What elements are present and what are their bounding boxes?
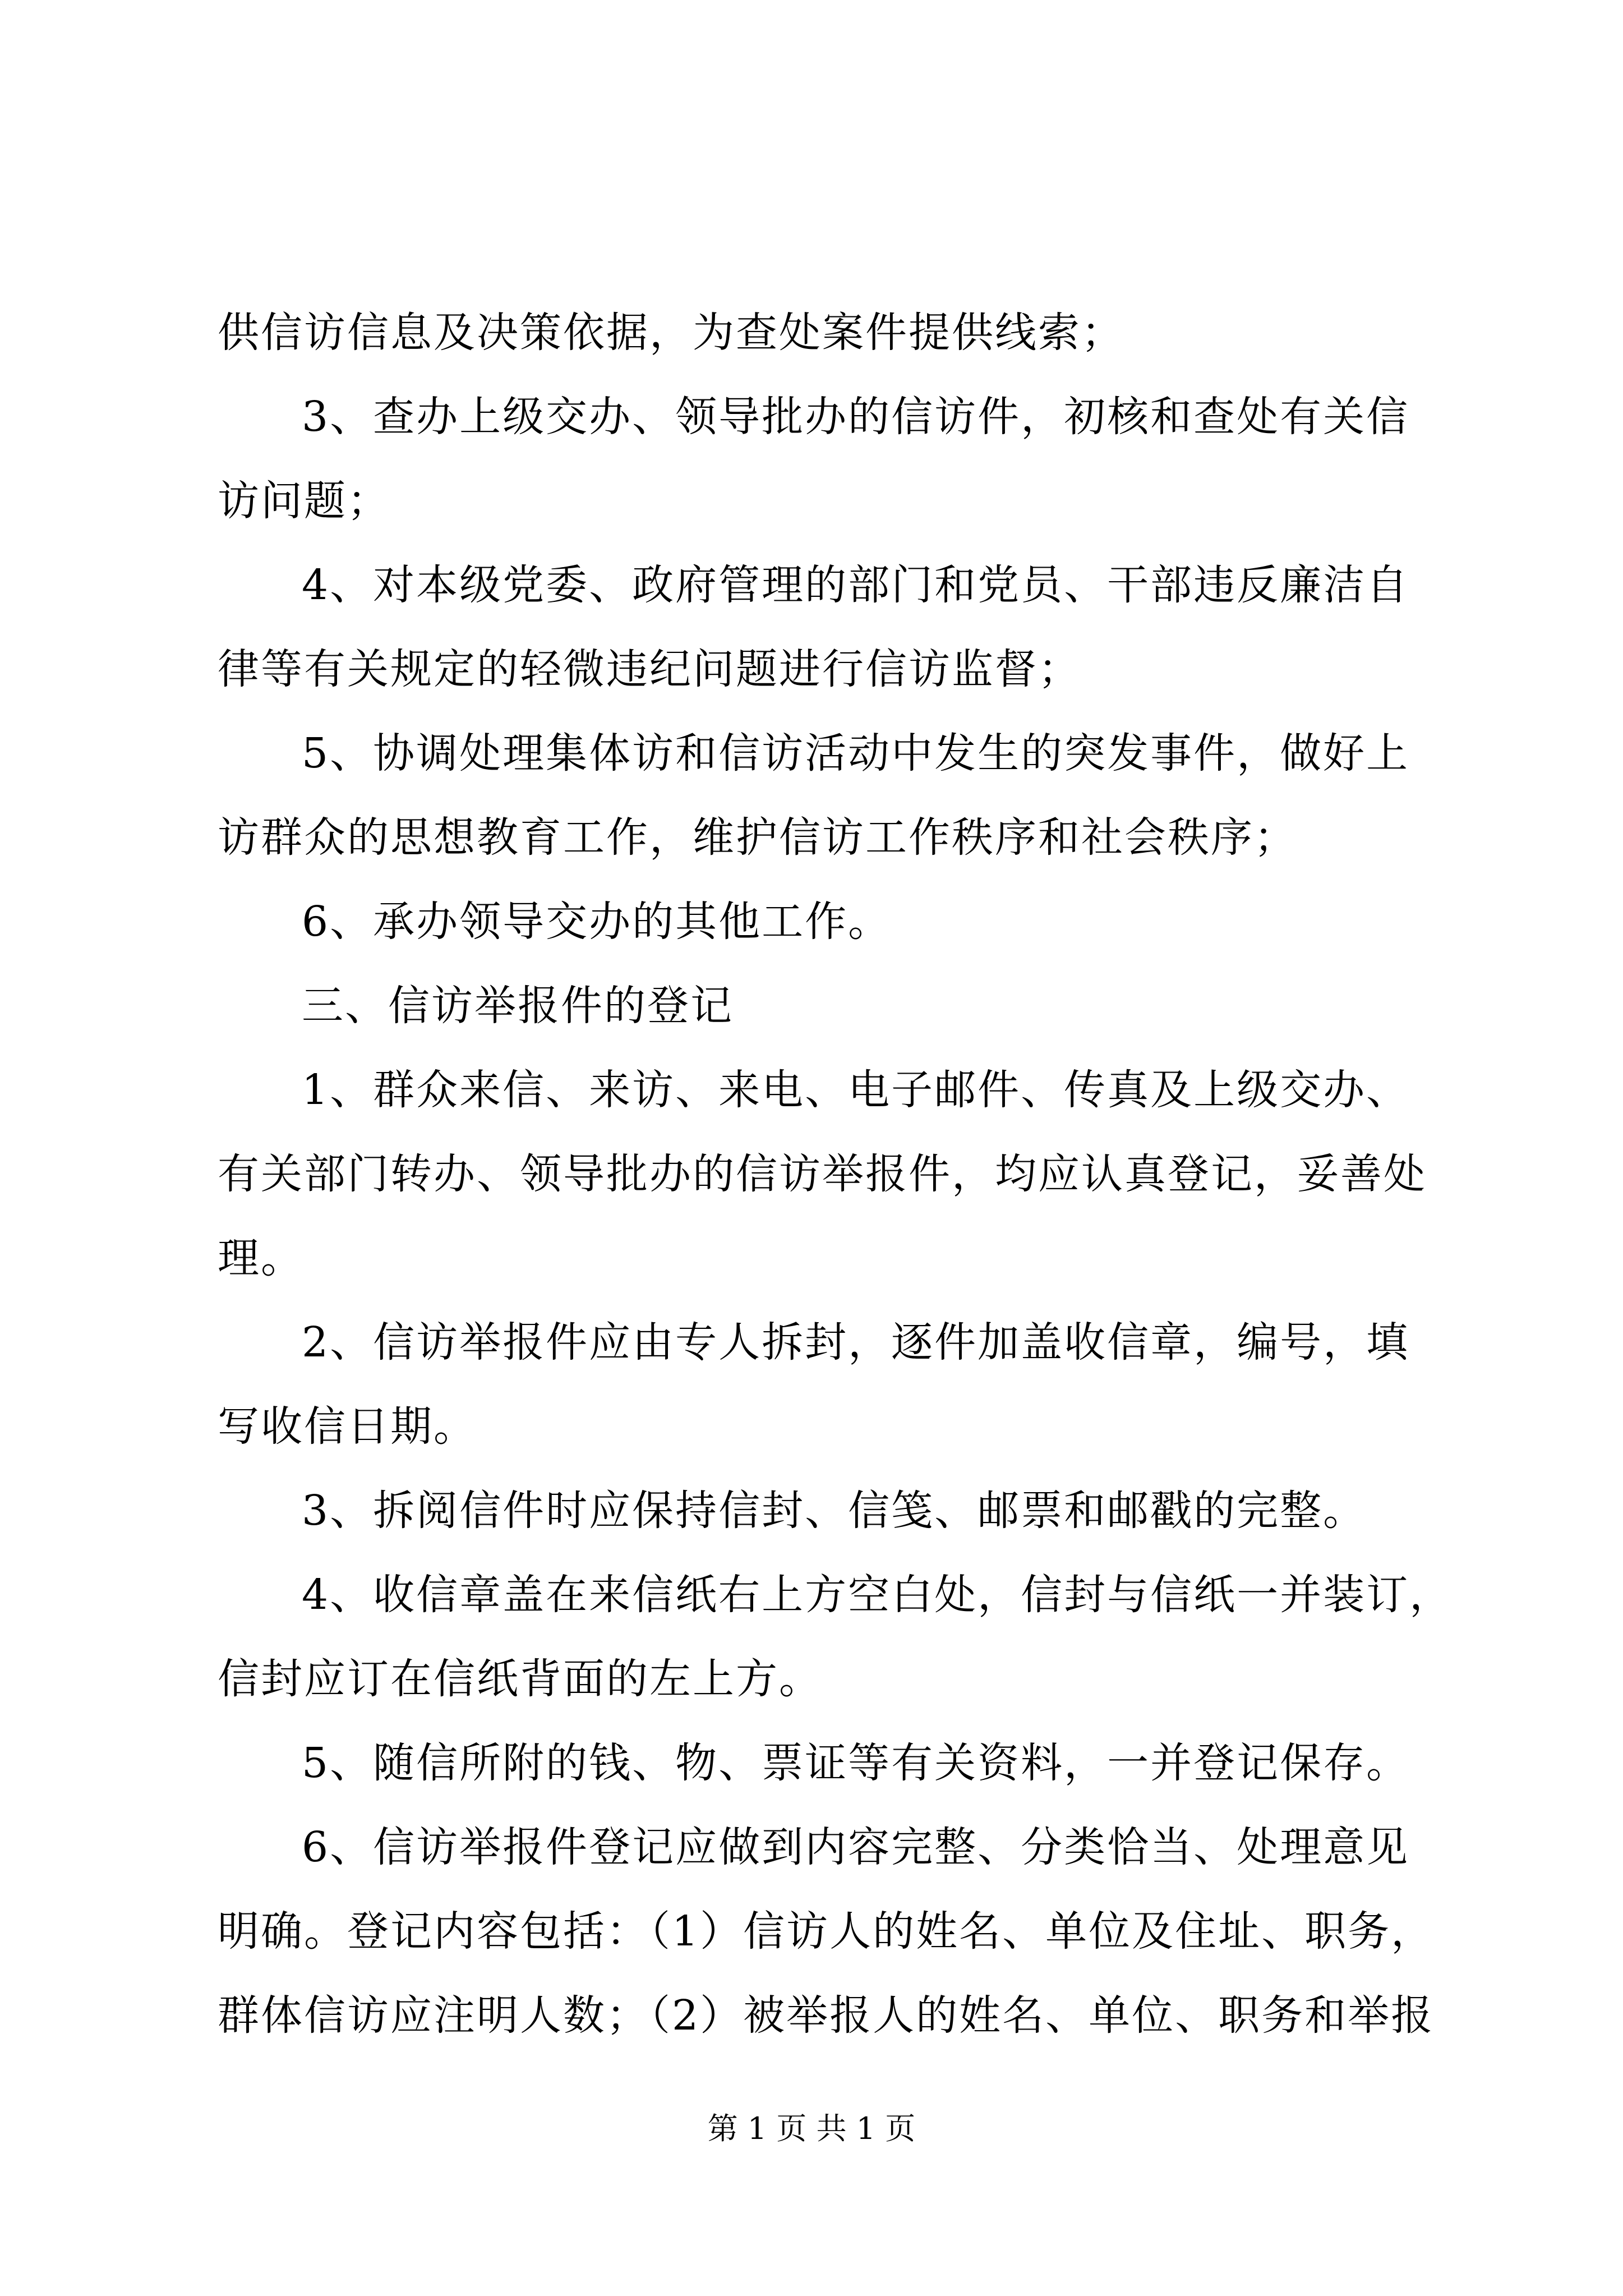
text-line: 5、随信所附的钱、物、票证等有关资料，一并登记保存。 xyxy=(302,1739,1410,1787)
text-line: 4、收信章盖在来信纸右上方空白处，信封与信纸一并装订， xyxy=(302,1571,1453,1619)
text-line: 3、拆阅信件时应保持信封、信笺、邮票和邮戳的完整。 xyxy=(302,1487,1367,1535)
text-line: 供信访信息及决策依据，为查处案件提供线索； xyxy=(218,309,1124,357)
text-line: 1、群众来信、来访、来电、电子邮件、传真及上级交办、 xyxy=(302,1066,1410,1114)
text-line: 群体信访应注明人数；（2）被举报人的姓名、单位、职务和举报 xyxy=(218,1991,1435,2040)
text-line: 律等有关规定的轻微违纪问题进行信访监督； xyxy=(218,645,1081,693)
text-line: 6、承办领导交办的其他工作。 xyxy=(302,898,892,946)
text-line: 信封应订在信纸背面的左上方。 xyxy=(218,1655,822,1703)
text-line: 访问题； xyxy=(218,477,390,525)
text-line: 3、查办上级交办、领导批办的信访件，初核和查处有关信 xyxy=(302,393,1410,441)
text-line: 写收信日期。 xyxy=(218,1402,477,1451)
text-line: 4、对本级党委、政府管理的部门和党员、干部违反廉洁自 xyxy=(302,561,1410,609)
section-heading: 三、信访举报件的登记 xyxy=(302,982,734,1030)
text-line: 理。 xyxy=(218,1234,304,1282)
text-line: 5、协调处理集体访和信访活动中发生的突发事件，做好上 xyxy=(302,729,1410,777)
text-line: 访群众的思想教育工作，维护信访工作秩序和社会秩序； xyxy=(218,813,1297,862)
page-number-footer: 第 1 页 共 1 页 xyxy=(707,2111,916,2146)
text-line: 6、信访举报件登记应做到内容完整、分类恰当、处理意见 xyxy=(302,1823,1410,1871)
text-line: 明确。登记内容包括：（1）信访人的姓名、单位及住址、职务， xyxy=(218,1907,1435,1955)
text-line: 2、信访举报件应由专人拆封，逐件加盖收信章，编号，填 xyxy=(302,1318,1410,1366)
text-line: 有关部门转办、领导批办的信访举报件，均应认真登记，妥善处 xyxy=(218,1150,1427,1198)
